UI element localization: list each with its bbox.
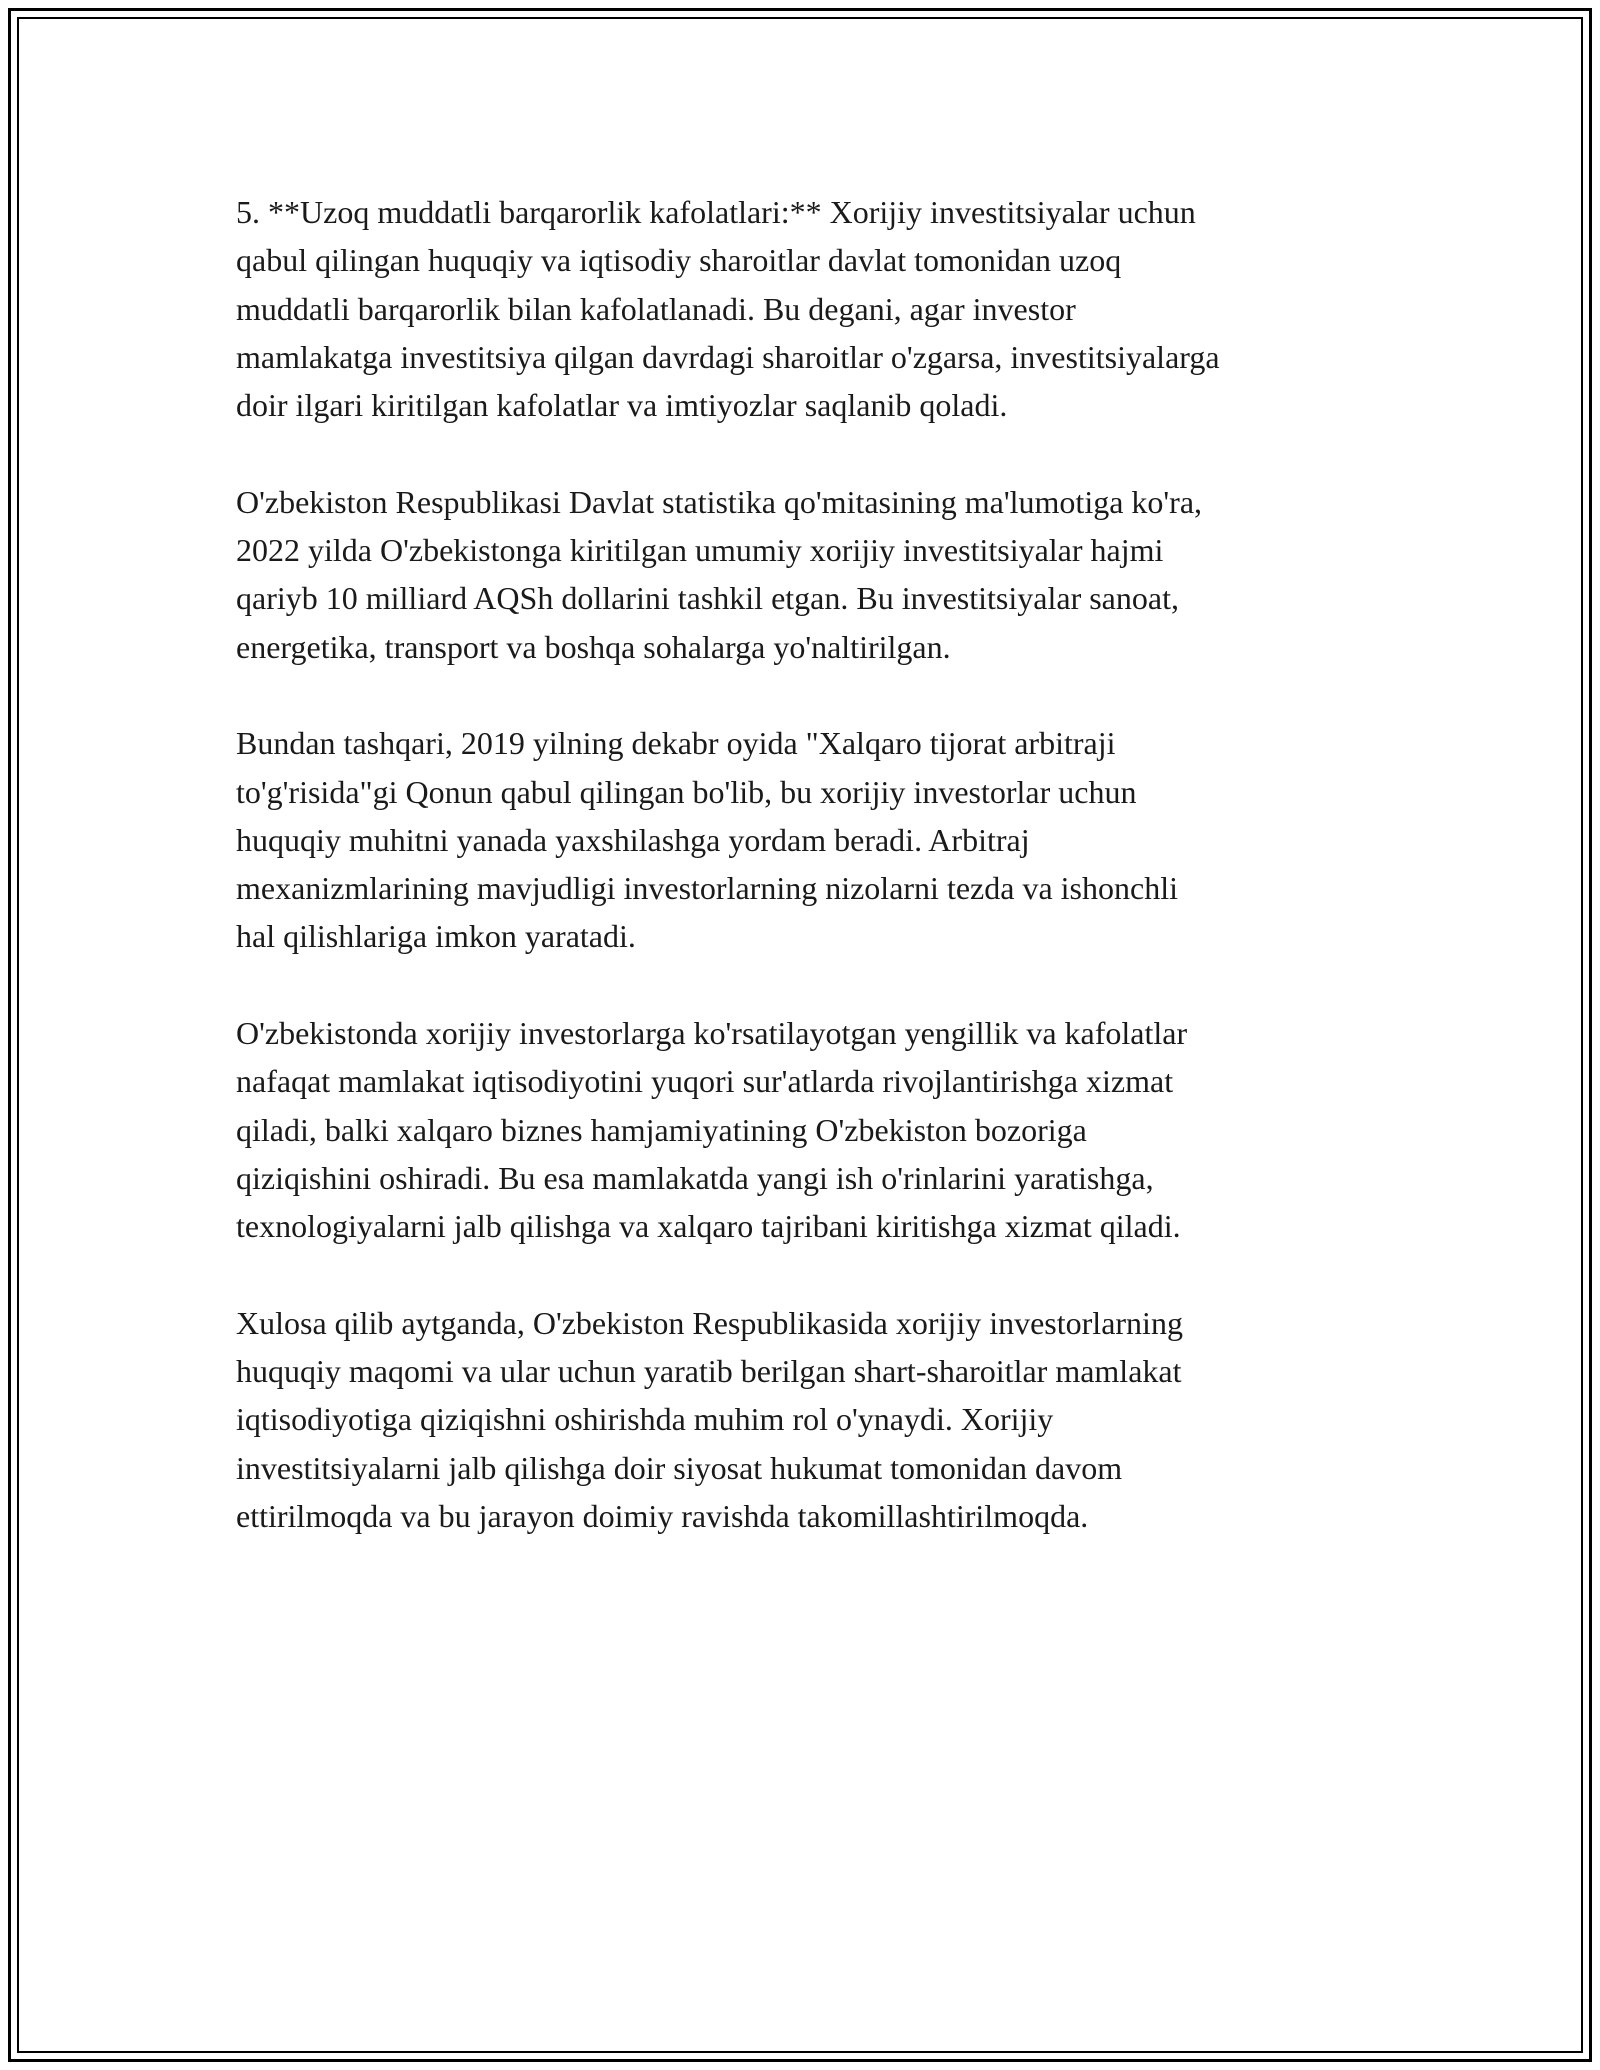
paragraph-investment-statistics: O'zbekiston Respublikasi Davlat statistika qo'mitasining ma'lumotiga ko'ra, 2022 yilda O'zbekistonga kiritilgan umumiy xorijiy investitsiyalar hajmi qariyb 10 milliard AQSh dollarini tashkil etgan. Bu investitsiyalar sanoat, energetika, transport va boshqa sohalarga yo'naltirilgan. [236, 483, 1203, 665]
document-body [236, 188, 1376, 1589]
paragraph-arbitration-law: Bundan tashqari, 2019 yilning dekabr oyida "Xalqaro tijorat arbitraji to'g'risida"gi Qonun qabul qilingan bo'lib, bu xorijiy investorlar uchun huquqiy muhitni yanada yaxshilashga yordam beradi. Arbitraj mexanizmlarining mavjudligi investorlarning nizolarni tezda va ishonchli hal qilishlariga imkon yaratadi. [236, 725, 1178, 955]
paragraph-long-term-guarantees: 5. **Uzoq muddatli barqarorlik kafolatlari:** Xorijiy investitsiyalar uchun qabul qilingan huquqiy va iqtisodiy sharoitlar davlat tomonidan uzoq muddatli barqarorlik bilan kafolatlanadi. Bu degani, agar investor mamlakatga investitsiya qilgan davrdagi sharoitlar o'zgarsa, investitsiyalarga doir ilgari kiritilgan kafolatlar va imtiyozlar saqlanib qoladi. [236, 194, 1220, 424]
paragraph-benefits: O'zbekistonda xorijiy investorlarga ko'rsatilayotgan yengillik va kafolatlar nafaqat mamlakat iqtisodiyotini yuqori sur'atlarda rivojlantirishga xizmat qiladi, balki xalqaro biznes hamjamiyatining O'zbekiston bozoriga qiziqishini oshiradi. Bu esa mamlakatda yangi ish o'rinlarini yaratishga, texnologiyalarni jalb qilishga va xalqaro tajribani kiritishga xizmat qiladi. [236, 1015, 1188, 1245]
paragraph-conclusion: Xulosa qilib aytganda, O'zbekiston Respublikasida xorijiy investorlarning huquqiy maqomi va ular uchun yaratib berilgan shart-sharoitlar mamlakat iqtisodiyotiga qiziqishni oshirishda muhim rol o'ynaydi. Xorijiy investitsiyalarni jalb qilishga doir siyosat hukumat tomonidan davom ettirilmoqda va bu jarayon doimiy ravishda takomillashtirilmoqda. [236, 1304, 1183, 1535]
